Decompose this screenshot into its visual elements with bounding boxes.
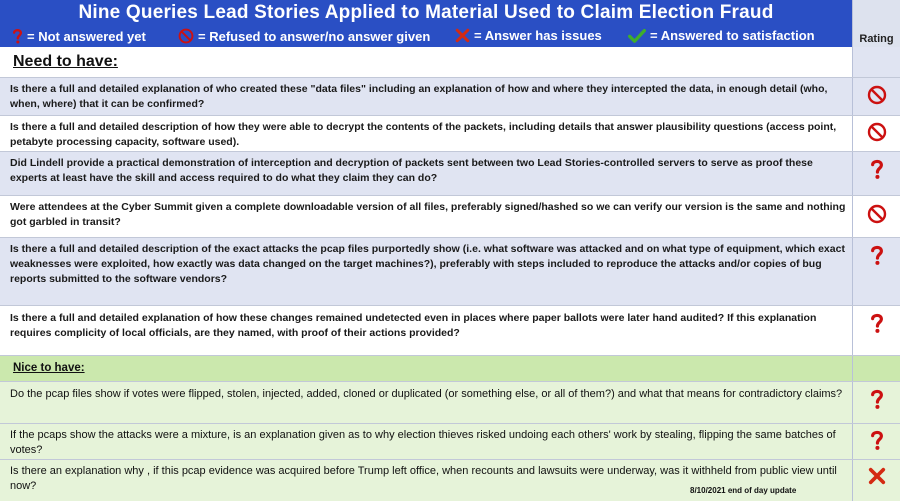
question-text: Did Lindell provide a practical demonstration of interception and decryption of packets sent between two Lead Stories-controlled servers to serve as proof these experts at least have the skill and access required to do what they claim they can do?: [10, 157, 813, 184]
question-text: Is there a full and detailed description of how they were able to decrypt the contents of the packets, including details that answer plausibility questions (access point, petabyte processing capacity, software used).: [10, 121, 837, 148]
check-icon: [628, 28, 646, 43]
rating-cell: [852, 116, 900, 151]
legend: [12, 28, 852, 46]
refused-icon: [867, 85, 887, 105]
refused-icon: [178, 28, 194, 44]
legend-label: = Not answered yet: [27, 28, 146, 44]
rating-column-header: Rating: [852, 0, 900, 47]
x-icon: [455, 28, 470, 43]
x-icon: [868, 467, 886, 485]
nice-to-have-section-header: [0, 356, 900, 382]
rating-cell: [852, 47, 900, 77]
table-row: [0, 152, 900, 196]
section-label-nice: Nice to have:: [13, 362, 85, 374]
table-row: [0, 116, 900, 152]
table-row: [0, 306, 900, 356]
legend-item-refused: [178, 28, 430, 44]
refused-icon: [867, 122, 887, 142]
rating-cell: [852, 424, 900, 459]
legend-item-issues: [455, 28, 602, 43]
question-text: Were attendees at the Cyber Summit given a complete downloadable version of all files, preferably signed/hashed so we can verify our version is the same and nothing got garbled in transit?: [10, 201, 846, 228]
question-icon: [870, 312, 884, 334]
table-row: [0, 238, 900, 306]
legend-label: = Answered to satisfaction: [650, 28, 815, 43]
legend-item-not-answered: [12, 28, 146, 44]
legend-label: = Answer has issues: [474, 28, 602, 43]
question-icon: [870, 158, 884, 180]
rating-cell: [852, 152, 900, 195]
title-banner: [0, 0, 852, 47]
rating-cell: [852, 78, 900, 115]
question-icon: [12, 28, 23, 44]
rating-cell: [852, 306, 900, 355]
rating-cell: [852, 238, 900, 305]
need-to-have-section-header: [0, 47, 900, 78]
update-footnote: 8/10/2021 end of day update: [690, 486, 797, 495]
question-text: If the pcaps show the attacks were a mixture, is an explanation given as to why election thieves risked undoing each others' work by stealing, flipping the same batches of votes?: [10, 429, 836, 456]
page-title: Nine Queries Lead Stories Applied to Material Used to Claim Election Fraud: [78, 2, 774, 23]
rating-cell: [852, 356, 900, 381]
question-icon: [870, 388, 884, 410]
legend-item-satisfied: [628, 28, 815, 43]
rating-cell: [852, 382, 900, 423]
question-text: Is there a full and detailed explanation of who created these "data files" including an explanation of how and where they intercepted the data, in enough detail (who, when, where) that it can be confirmed?: [10, 83, 828, 110]
table-row: [0, 196, 900, 238]
rating-cell: [852, 196, 900, 237]
question-text: Is there an explanation why , if this pcap evidence was acquired before Trump left office, when recounts and lawsuits were underway, was it withheld from public view until now?: [10, 465, 837, 492]
question-icon: [870, 244, 884, 266]
table-row: [0, 78, 900, 116]
rating-cell: [852, 460, 900, 501]
table-row: [0, 382, 900, 424]
question-text: Do the pcap files show if votes were flipped, stolen, injected, added, cloned or duplicated (or something else, or all of them?) and what that means for contradictory claims?: [10, 388, 843, 400]
refused-icon: [867, 204, 887, 224]
question-text: Is there a full and detailed description of the exact attacks the pcap files purportedly show (i.e. what software was attacked and on what type of equipment, which exact weaknesses were exploited, how exactly was data changed on the target machines?), preferably with steps included to reproduce the attacks and/or copies of bug reports submitted to the software vendors?: [10, 243, 845, 285]
section-label-need: Need to have:: [13, 53, 118, 70]
table-row: [0, 424, 900, 460]
question-text: Is there a full and detailed explanation of how these changes remained undetected even in places where paper ballots were later hand audited? If this explanation requires complicity of local officials, are they named, with proof of their actions provided?: [10, 312, 817, 339]
legend-label: = Refused to answer/no answer given: [198, 28, 431, 44]
question-icon: [870, 429, 884, 451]
